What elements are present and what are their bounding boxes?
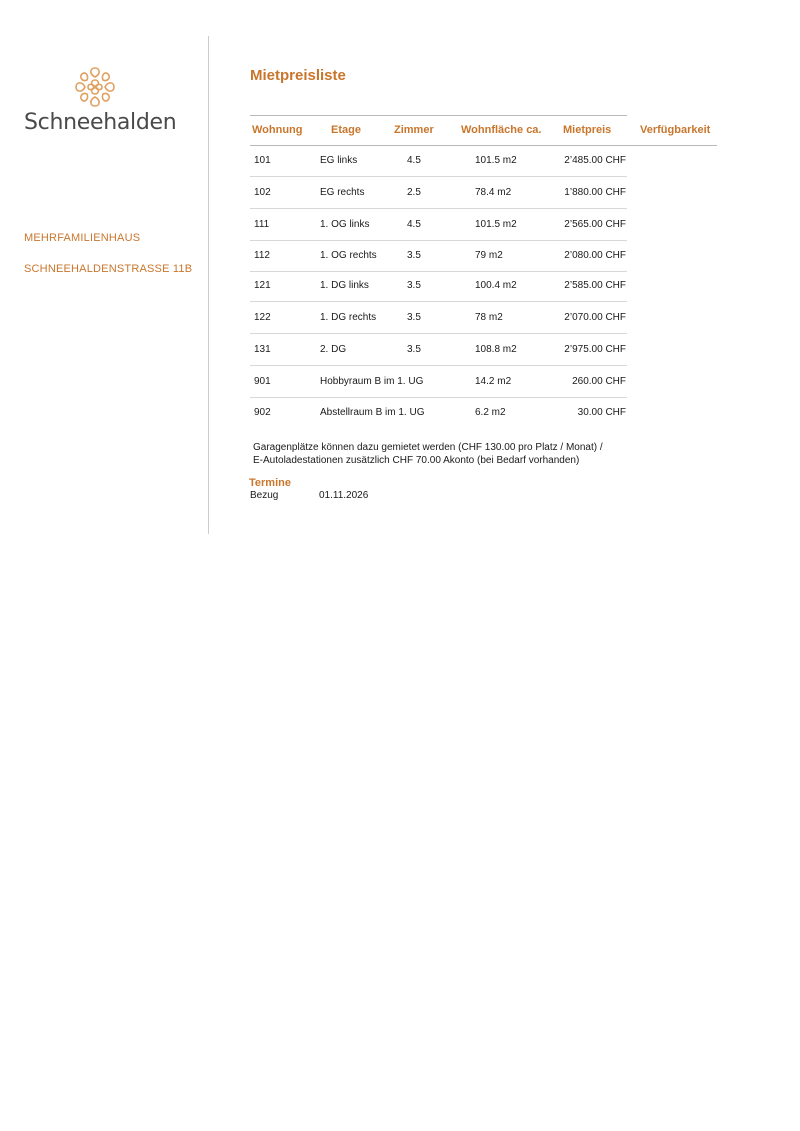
cell-rooms: 2.5 bbox=[407, 187, 421, 198]
cell-apartment: 102 bbox=[254, 187, 271, 198]
cell-area: 6.2 m2 bbox=[475, 407, 506, 418]
cell-rent: 2’565.00 CHF bbox=[564, 219, 626, 230]
cell-area: 101.5 m2 bbox=[475, 219, 517, 230]
row-divider bbox=[250, 365, 627, 366]
bezug-date: 01.11.2026 bbox=[319, 490, 369, 501]
cell-rent: 1’880.00 CHF bbox=[564, 187, 626, 198]
cell-rent: 2’070.00 CHF bbox=[564, 312, 626, 323]
cell-area: 101.5 m2 bbox=[475, 155, 517, 166]
cell-apartment: 122 bbox=[254, 312, 271, 323]
cell-area: 79 m2 bbox=[475, 250, 503, 261]
cell-apartment: 902 bbox=[254, 407, 271, 418]
row-divider bbox=[250, 240, 627, 241]
brand-logo bbox=[24, 64, 174, 110]
building-type-label: MEHRFAMILIENHAUS bbox=[24, 232, 141, 244]
cell-rent: 2’080.00 CHF bbox=[564, 250, 626, 261]
cell-floor: EG links bbox=[320, 155, 358, 166]
cell-area: 100.4 m2 bbox=[475, 280, 517, 291]
row-divider bbox=[250, 208, 627, 209]
garage-note-line-1: Garagenplätze können dazu gemietet werden (CHF 130.00 pro Platz / Monat) / bbox=[253, 442, 603, 453]
cell-floor: 1. DG rechts bbox=[320, 312, 377, 323]
bezug-label: Bezug bbox=[250, 490, 279, 501]
cell-area: 78.4 m2 bbox=[475, 187, 512, 198]
cell-rent: 2’485.00 CHF bbox=[564, 155, 626, 166]
row-divider bbox=[250, 301, 627, 302]
cell-rent: 2’585.00 CHF bbox=[564, 280, 626, 291]
cell-rooms: 3.5 bbox=[407, 344, 421, 355]
cell-apartment: 121 bbox=[254, 280, 271, 291]
header-rule bbox=[250, 145, 717, 146]
garage-note-line-2: E-Autoladestationen zusätzlich CHF 70.00 Akonto (bei Bedarf vorhanden) bbox=[253, 455, 580, 466]
cell-apartment: 101 bbox=[254, 155, 271, 166]
cell-rooms: 3.5 bbox=[407, 250, 421, 261]
header-zimmer: Zimmer bbox=[394, 124, 434, 136]
cell-floor: 2. DG bbox=[320, 344, 347, 355]
cell-floor: Hobbyraum B im 1. UG bbox=[320, 376, 424, 387]
header-verfuegbarkeit: Verfügbarkeit bbox=[640, 124, 711, 136]
header-wohnung: Wohnung bbox=[252, 124, 303, 136]
header-etage: Etage bbox=[331, 124, 361, 136]
cell-floor: 1. DG links bbox=[320, 280, 369, 291]
row-divider bbox=[250, 271, 627, 272]
flower-ornament-icon bbox=[70, 64, 120, 110]
cell-area: 14.2 m2 bbox=[475, 376, 512, 387]
brand-name: Schneehalden bbox=[24, 110, 177, 135]
cell-apartment: 111 bbox=[254, 219, 270, 230]
garage-note bbox=[253, 441, 603, 467]
header-wohnflaeche: Wohnfläche ca. bbox=[461, 124, 542, 136]
row-divider bbox=[250, 397, 627, 398]
cell-rent: 2’975.00 CHF bbox=[564, 344, 626, 355]
row-divider bbox=[250, 333, 627, 334]
address-label: SCHNEEHALDENSTRASSE 11B bbox=[24, 263, 193, 275]
cell-rooms: 3.5 bbox=[407, 280, 421, 291]
cell-floor: Abstellraum B im 1. UG bbox=[320, 407, 425, 418]
vertical-divider bbox=[208, 36, 209, 534]
row-divider bbox=[250, 176, 627, 177]
cell-rooms: 4.5 bbox=[407, 219, 421, 230]
cell-rooms: 4.5 bbox=[407, 155, 421, 166]
header-mietpreis: Mietpreis bbox=[563, 124, 612, 136]
page-title: Mietpreisliste bbox=[250, 67, 346, 84]
cell-apartment: 901 bbox=[254, 376, 271, 387]
cell-rooms: 3.5 bbox=[407, 312, 421, 323]
cell-apartment: 131 bbox=[254, 344, 271, 355]
cell-rent: 260.00 CHF bbox=[572, 376, 626, 387]
termine-heading: Termine bbox=[249, 477, 291, 489]
cell-area: 108.8 m2 bbox=[475, 344, 517, 355]
table-top-rule bbox=[250, 115, 627, 116]
cell-rent: 30.00 CHF bbox=[577, 407, 626, 418]
cell-floor: 1. OG rechts bbox=[320, 250, 377, 261]
cell-floor: 1. OG links bbox=[320, 219, 370, 230]
cell-area: 78 m2 bbox=[475, 312, 503, 323]
cell-floor: EG rechts bbox=[320, 187, 365, 198]
cell-apartment: 112 bbox=[254, 250, 270, 261]
